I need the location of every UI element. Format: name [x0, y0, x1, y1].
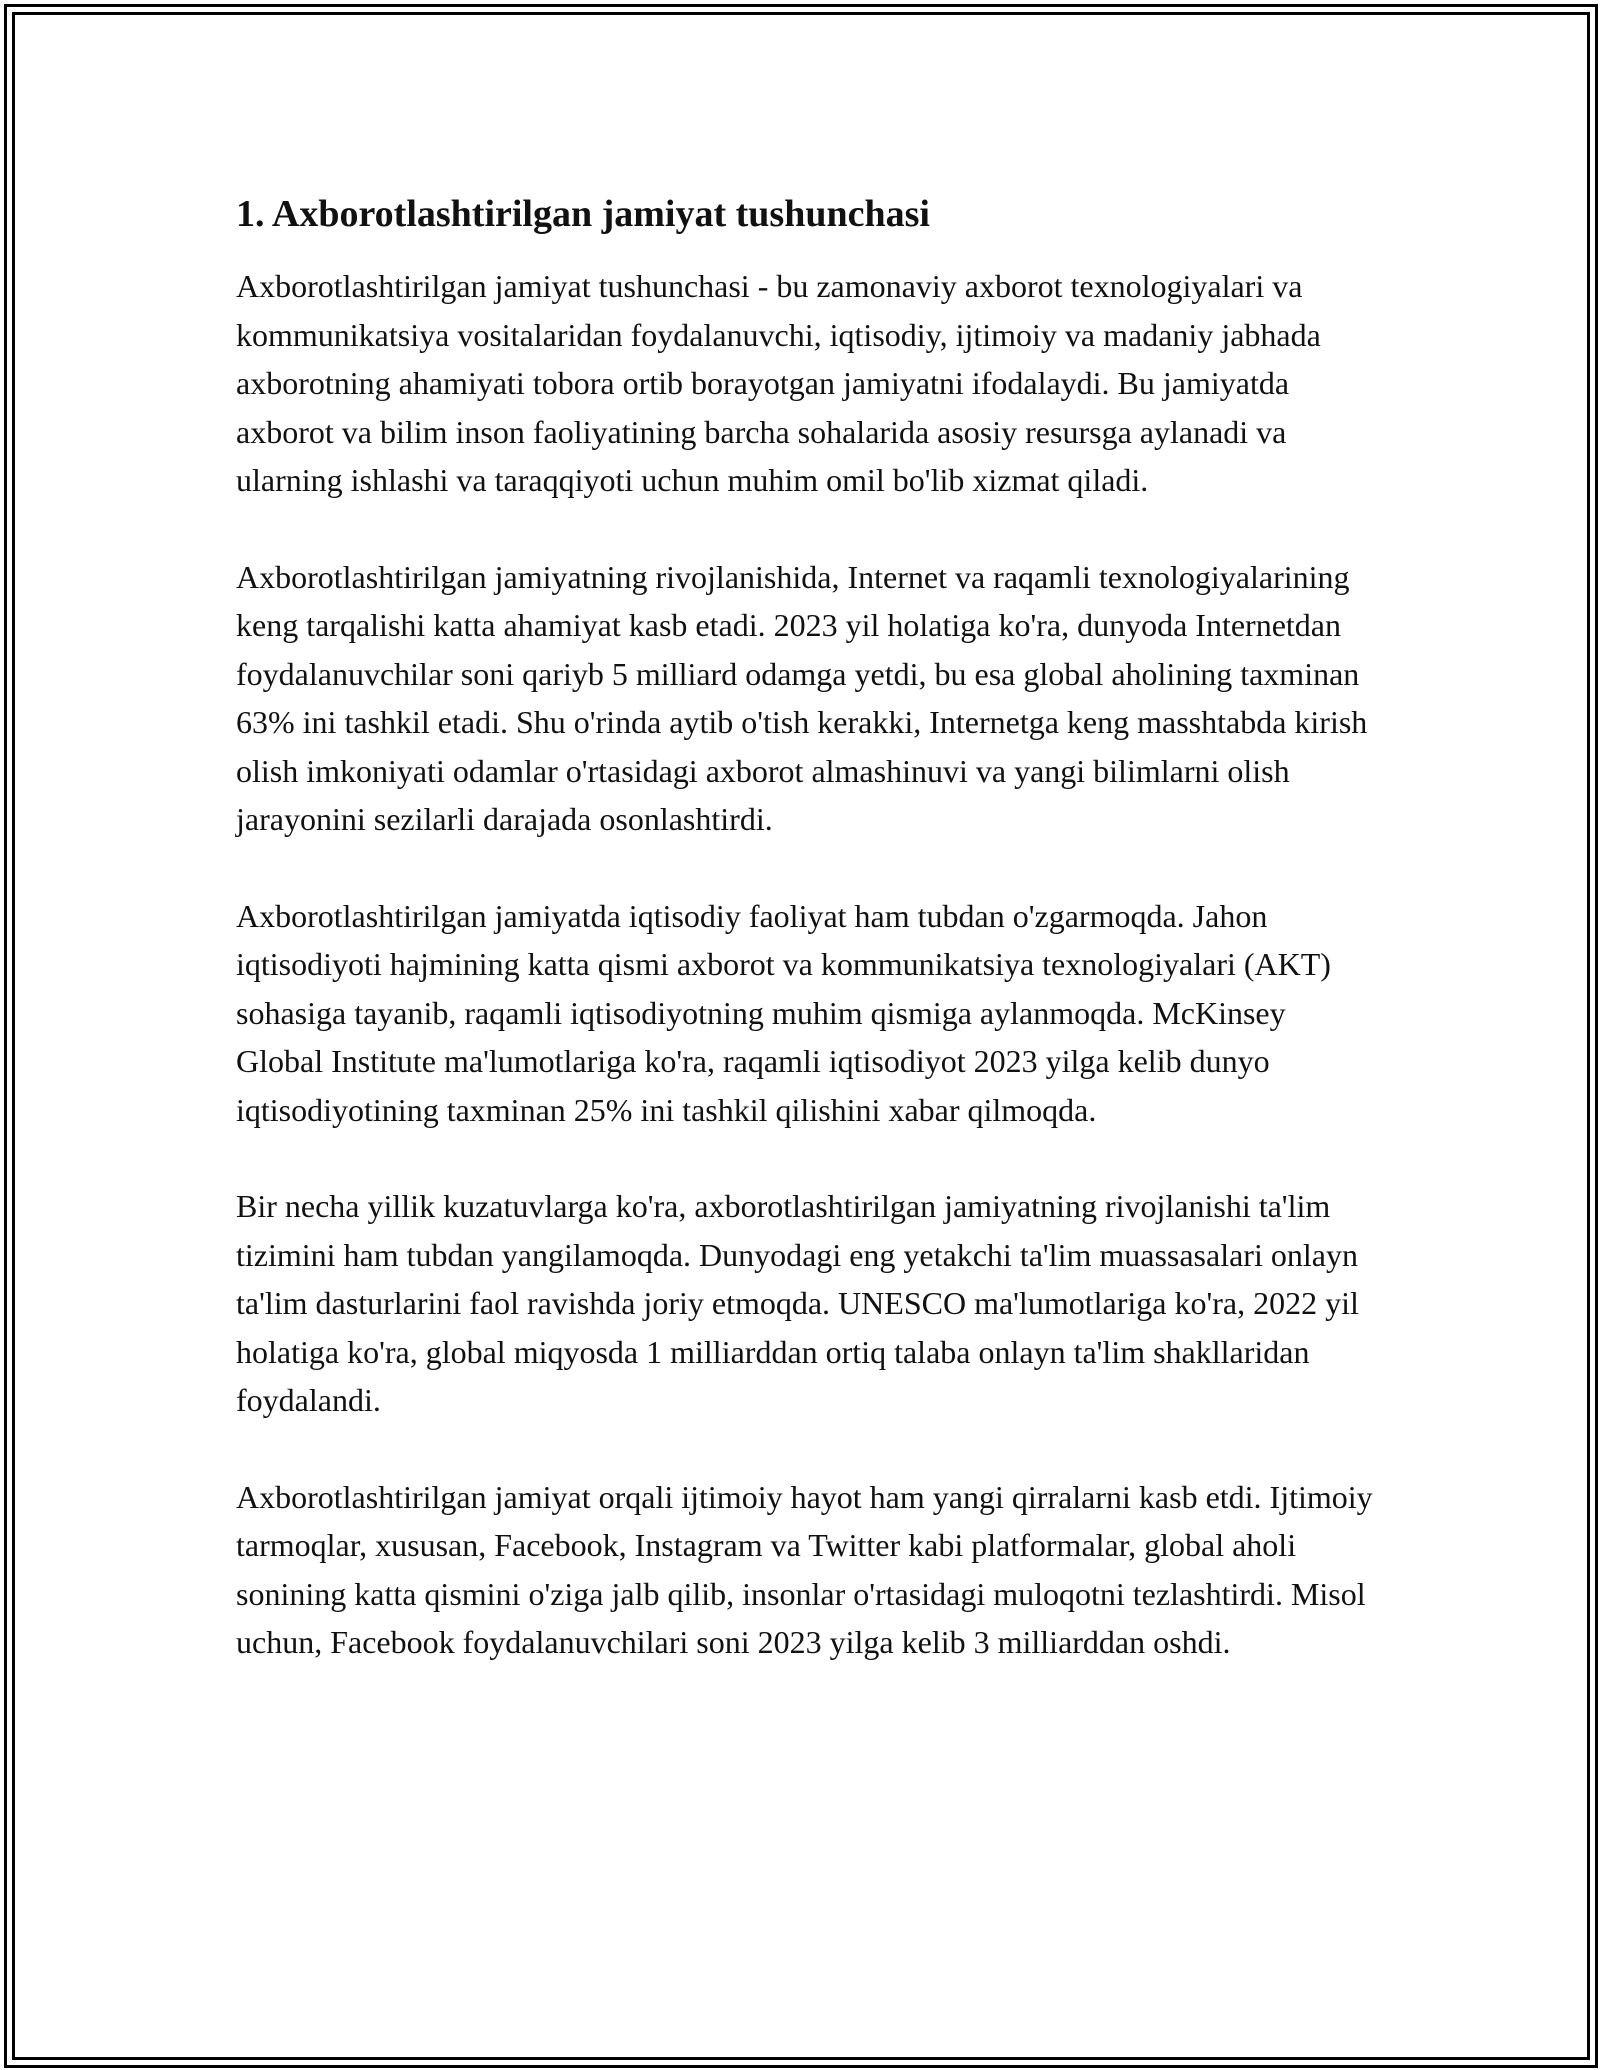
paragraph-social: Axborotlashtirilgan jamiyat orqali ijtimoiy hayot ham yangi qirralarni kasb etdi. Ijtimoiy tarmoqlar, xususan, Facebook, Instagram va Twitter kabi platformalar, global aholi sonining katta qismini o'ziga jalb qilib, insonlar o'rtasidagi muloqotni tezlashtirdi. Misol uchun, Facebook foydalanuvchilari soni 2023 yilga kelib 3 milliarddan oshdi.	[236, 1478, 1373, 1660]
paragraph-economy: Axborotlashtirilgan jamiyatda iqtisodiy faoliyat ham tubdan o'zgarmoqda. Jahon iqtisodiyoti hajmining katta qismi axborot va kommunikatsiya texnologiyalari (AKT) sohasiga tayanib, raqamli iqtisodiyotning muhim qismiga aylanmoqda. McKinsey Global Institute ma'lumotlariga ko'ra, raqamli iqtisodiyot 2023 yilga kelib dunyo iqtisodiyotining taxminan 25% ini tashkil qilishini xabar qilmoqda.	[236, 897, 1331, 1128]
paragraph-definition: Axborotlashtirilgan jamiyat tushunchasi - bu zamonaviy axborot texnologiyalari va kommunikatsiya vositalaridan foydalanuvchi, iqtisodiy, ijtimoiy va madaniy jabhada axborotning ahamiyati tobora ortib borayotgan jamiyatni ifodalaydi. Bu jamiyatda axborot va bilim inson faoliyatining barcha sohalarida asosiy resursga aylanadi va ularning ishlashi va taraqqiyoti uchun muhim omil bo'lib xizmat qiladi.	[236, 268, 1321, 498]
document-body	[236, 188, 1376, 1715]
paragraph-internet: Axborotlashtirilgan jamiyatning rivojlanishida, Internet va raqamli texnologiyalarining keng tarqalishi katta ahamiyat kasb etadi. 2023 yil holatiga ko'ra, dunyoda Internetdan foydalanuvchilar soni qariyb 5 milliard odamga yetdi, bu esa global aholining taxminan 63% ini tashkil etadi. Shu o'rinda aytib o'tish kerakki, Internetga keng masshtabda kirish olish imkoniyati odamlar o'rtasidagi axborot almashinuvi va yangi bilimlarni olish jarayonini sezilarli darajada osonlashtirdi.	[236, 558, 1368, 837]
section-heading: 1. Axborotlashtirilgan jamiyat tushunchasi	[236, 193, 930, 235]
paragraph-education: Bir necha yillik kuzatuvlarga ko'ra, axborotlashtirilgan jamiyatning rivojlanishi ta'lim tizimini ham tubdan yangilamoqda. Dunyodagi eng yetakchi ta'lim muassasalari onlayn ta'lim dasturlarini faol ravishda joriy etmoqda. UNESCO ma'lumotlariga ko'ra, 2022 yil holatiga ko'ra, global miqyosda 1 milliarddan ortiq talaba onlayn ta'lim shakllaridan foydalandi.	[236, 1188, 1359, 1418]
